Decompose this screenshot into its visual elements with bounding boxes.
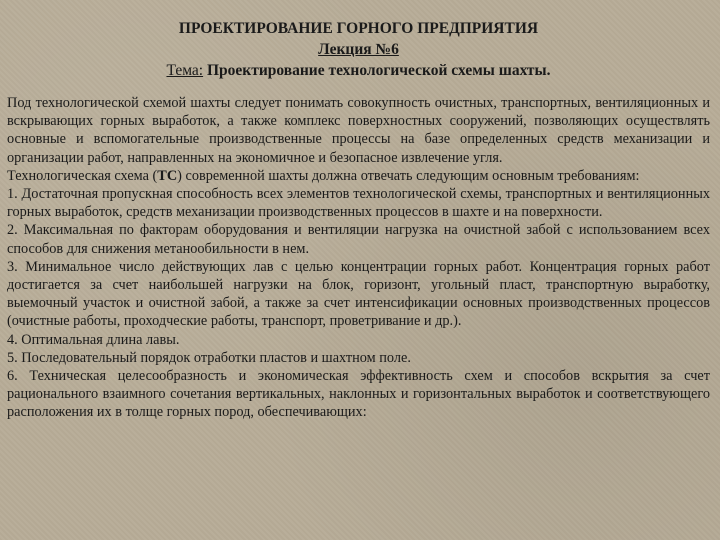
slide-title: ПРОЕКТИРОВАНИЕ ГОРНОГО ПРЕДПРИЯТИЯ bbox=[178, 20, 539, 37]
requirement-item: 1. Достаточная пропускная способность всех элементов технологической схемы, транспортных и вентиляционных горных выработок, средств механизации производственных процессов в шахте и на поверхности. bbox=[7, 186, 710, 221]
lecture-number: Лекция №6 bbox=[318, 41, 399, 58]
ts-abbreviation: ТС bbox=[157, 167, 178, 184]
requirements-prefix: Технологическая схема ( bbox=[7, 167, 158, 184]
topic-text: Проектирование технологической схемы шахты. bbox=[203, 62, 551, 79]
requirement-item: 3. Минимальное число действующих лав с целью концентрации горных работ. Концентрация горных работ достигается за счет наибольшей нагрузки на блок, горизонт, угольный пласт, транспортную выработку, выемочный участок и очистной забой, а также за счет интенсификации основных производственных процессов (очистные работы, проходческие работы, транспорт, проветривание и др.). bbox=[7, 258, 710, 330]
intro-paragraph: Под технологической схемой шахты следует понимать совокупность очистных, транспортных, вентиляционных и вскрывающих горных выработок, а также комплекс поверхностных сооружений, позволяющих осуществлять основные и вспомогательные производственные процессы на базе определенных средств механизации и организации работ, направленных на экономичное и безопасное извлечение угля. bbox=[7, 95, 710, 166]
requirements-suffix: ) современной шахты должна отвечать следующим основным требованиям: bbox=[177, 167, 640, 184]
topic-line bbox=[7, 60, 710, 81]
topic-label: Тема: bbox=[166, 62, 204, 79]
requirement-item: 5. Последовательный порядок отработки пластов и шахтном поле. bbox=[7, 349, 411, 366]
requirement-item: 4. Оптимальная длина лавы. bbox=[7, 331, 180, 348]
slide-body bbox=[7, 94, 710, 422]
slide-header bbox=[7, 18, 710, 81]
requirements-intro bbox=[7, 167, 710, 185]
requirement-item: 6. Техническая целесообразность и экономическая эффективность схем и способов вскрытия за счет рационального взаимного сочетания вертикальных, наклонных и горизонтальных выработок и соответствующего расположения их в толще горных пород, обеспечивающих: bbox=[7, 368, 710, 421]
requirement-item: 2. Максимальная по факторам оборудования и вентиляции нагрузка на очистной забой с использованием всех способов для снижения метанообильности в нем. bbox=[7, 222, 710, 257]
